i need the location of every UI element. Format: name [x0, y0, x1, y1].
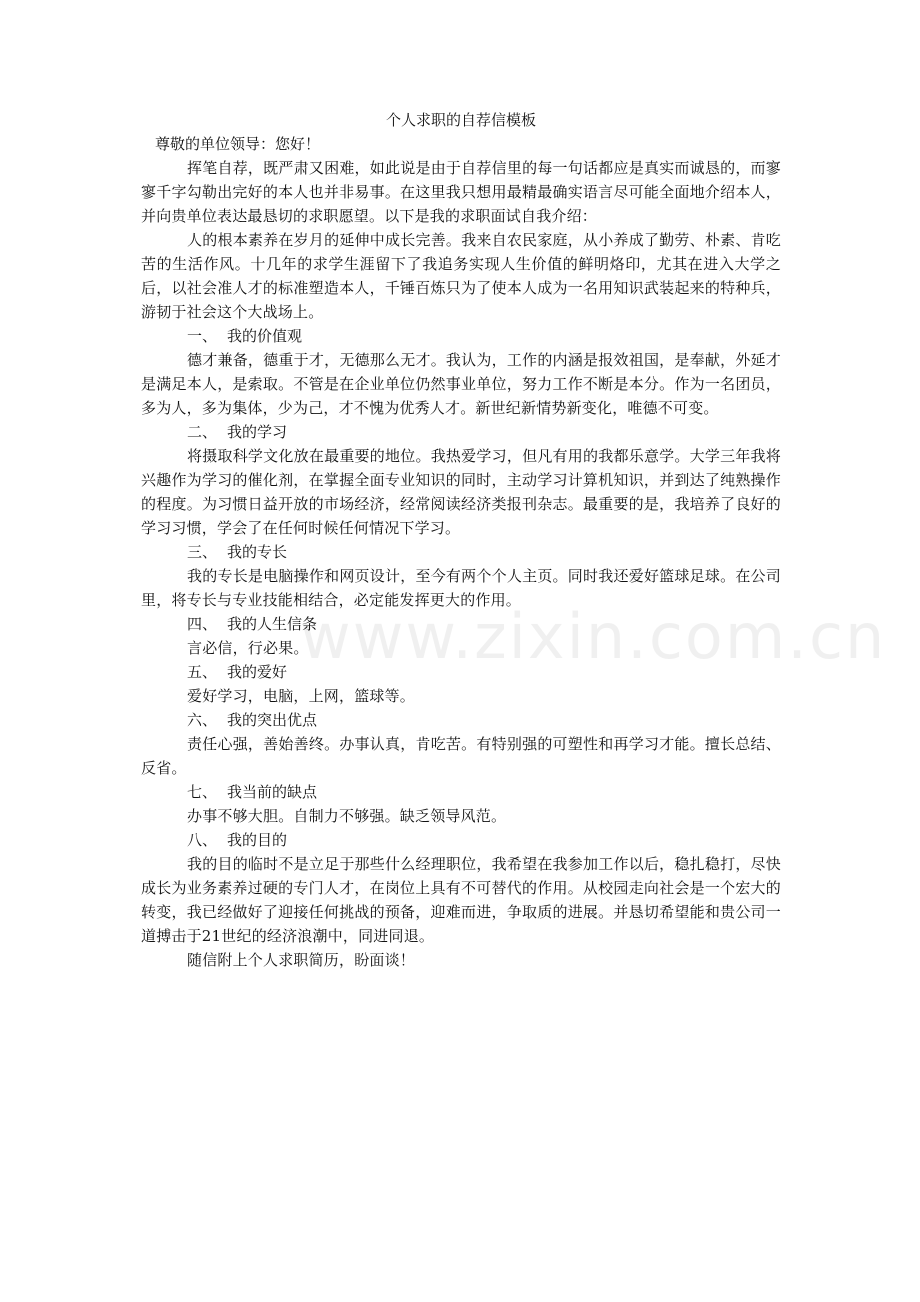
greeting: 尊敬的单位领导：您好！: [155, 135, 321, 153]
document-title: 个人求职的自荐信模板: [385, 111, 536, 129]
watermark: www.zixin.com.cn: [300, 600, 887, 673]
section-heading: [141, 420, 781, 444]
section-body: 我的专长是电脑操作和网页设计，至今有两个个人主页。同时我还爱好篮球足球。在公司里，将专长与专业技能相结合，必定能发挥更大的作用。: [141, 567, 781, 609]
section-body: 我的目的临时不是立足于那些什么经理职位，我希望在我参加工作以后，稳扎稳打，尽快成长为业务素养过硬的专门人才，在岗位上具有不可替代的作用。从校园走向社会是一个宏大的转变，我已经做好了迎接任何挑战的预备，迎难而进，争取质的进展。并恳切希望能和贵公司一道搏击于21世纪的经济浪潮中，同进同退。: [141, 855, 781, 945]
section-title: 我的人生信条: [227, 615, 318, 633]
section-heading: [141, 660, 781, 684]
closing-line: 随信附上个人求职简历，盼面谈！: [187, 951, 416, 969]
section-body: 德才兼备，德重于才，无德那么无才。我认为，工作的内涵是报效祖国，是奉献，外延才是满足本人，是索取。不管是在企业单位仍然事业单位，努力工作不断是本分。作为一名团员，多为人，多为集体，少为己，才不愧为优秀人才。新世纪新情势新变化，唯德不可变。: [141, 351, 781, 417]
section-title: 我的专长: [227, 543, 288, 561]
sections: [141, 324, 781, 948]
section-heading: [141, 324, 781, 348]
section-heading: [141, 780, 781, 804]
section-title: 我的学习: [227, 423, 288, 441]
section-number: 二、: [187, 423, 218, 441]
intro-paragraph: 挥笔自荐，既严肃又困难，如此说是由于自荐信里的每一句话都应是真实而诚恳的，而寥寥千字勾勒出完好的本人也并非易事。在这里我只想用最精最确实语言尽可能全面地介绍本人，并向贵单位表达最恳切的求职愿望。以下是我的求职面试自我介绍：: [141, 159, 781, 225]
section-number: 四、: [187, 615, 218, 633]
section-body: 将摄取科学文化放在最重要的地位。我热爱学习，但凡有用的我都乐意学。大学三年我将兴趣作为学习的催化剂，在掌握全面专业知识的同时，主动学习计算机知识，并到达了纯熟操作的程度。为习惯日益开放的市场经济，经常阅读经济类报刊杂志。最重要的是，我培养了良好的学习习惯，学会了在任何时候任何情况下学习。: [141, 447, 781, 537]
section-heading: [141, 540, 781, 564]
section-title: 我的目的: [227, 831, 288, 849]
section-number: 六、: [187, 711, 218, 729]
section-title: 我的爱好: [227, 663, 288, 681]
section-heading: [141, 708, 781, 732]
document-page: [141, 108, 781, 972]
section-body: 爱好学习，电脑，上网，篮球等。: [187, 687, 416, 705]
section-heading: [141, 612, 781, 636]
section-body: 言必信，行必果。: [187, 639, 309, 657]
section-title: 我的价值观: [227, 327, 303, 345]
section-number: 一、: [187, 327, 218, 345]
section-body: 办事不够大胆。自制力不够强。缺乏领导风范。: [187, 807, 507, 825]
section-number: 七、: [187, 783, 218, 801]
section-heading: [141, 828, 781, 852]
section-number: 八、: [187, 831, 218, 849]
section-title: 我的突出优点: [227, 711, 318, 729]
section-title: 我当前的缺点: [227, 783, 318, 801]
section-body: 责任心强，善始善终。办事认真，肯吃苦。有特别强的可塑性和再学习才能。擅长总结、反省。: [141, 735, 781, 777]
section-number: 三、: [187, 543, 218, 561]
section-number: 五、: [187, 663, 218, 681]
intro-paragraph: 人的根本素养在岁月的延伸中成长完善。我来自农民家庭，从小养成了勤劳、朴素、肯吃苦的生活作风。十几年的求学生涯留下了我追务实现人生价值的鲜明烙印，尤其在进入大学之后，以社会准人才的标准塑造本人，千锤百炼只为了使本人成为一名用知识武装起来的特种兵，游韧于社会这个大战场上。: [141, 231, 781, 321]
